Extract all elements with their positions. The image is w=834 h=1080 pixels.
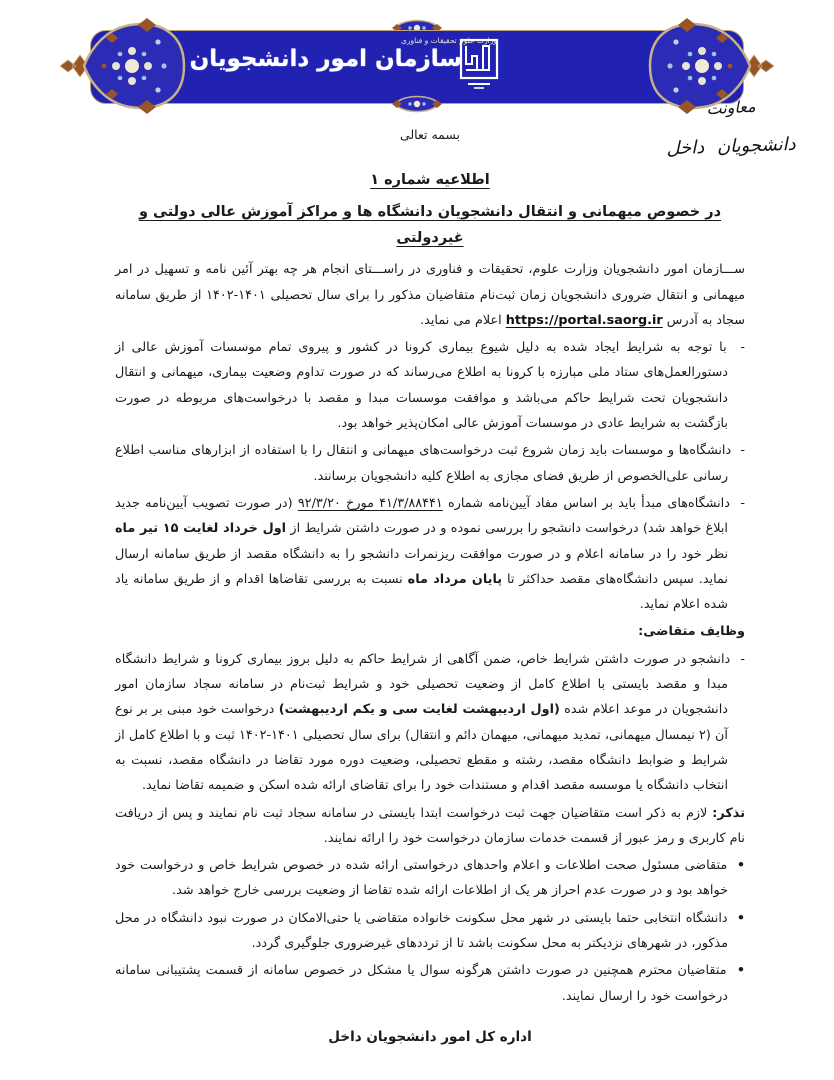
bullet-list (115, 853, 745, 1009)
dash-item-corona: - با توجه به شرایط ایجاد شده به دلیل شیوع بیماری کرونا در کشور و پیروی تمام موسسات آموزش عالی از دستورالعمل‌های ستاد ملی مبارزه با کرونا به اطلاع می‌رساند که در صورت تداوم وضعیت بیماری، میهمانی و انتقال دانشجویان تحت شرایط حاکم می‌باشد و موافقت موسسات مبدا و مقصد با درخواست‌های مربوطه در صورت بازگشت به شرایط عادی در موسسات آموزش عالی امکان‌پذیر خواهد بود. (115, 340, 746, 432)
handwritten-note-domestic-students: دانشجویان داخل (666, 133, 796, 160)
org-name-calligraphy: سازمان امور دانشجویان (189, 46, 462, 72)
letter-body (115, 122, 745, 1050)
regulation-ref: ۴۱/۳/۸۸۴۴۱ مورخ ۹۲/۳/۲۰ (297, 495, 443, 511)
deadline-khordad-tir: اول خرداد لغایت ۱۵ تیر ماه (115, 521, 287, 537)
note-label: تذکر: (712, 805, 745, 821)
banner-ornament-left-icon (60, 18, 186, 114)
bullet-item-accuracy: • متقاضی مسئول صحت اطلاعات و اعلام واحدهای درخواستی ارائه شده در خصوص شرایط خاص و درخواست خود خواهد بود و در صورت عدم احراز هر یک از اطلاعات ارائه شده تقاضا از وضعیت بررسی خارج خواهد شد. (115, 858, 745, 899)
dash-item-announce: - دانشگاه‌ها و موسسات باید زمان شروع ثبت درخواست‌های میهمانی و انتقال را با استفاده از ابزارهای مناسب اطلاع رسانی علی‌الخصوص از طریق فضای مجازی به اطلاع کلیه دانشجویان برسانند. (115, 443, 745, 484)
notice-number-heading: اطلاعیه شماره ۱ (370, 172, 490, 189)
duties-heading: وظایف متقاضی: (638, 624, 745, 640)
ministry-label: وزارت علوم تحقیقات و فناوری (400, 36, 498, 45)
bullet-item-support: • متقاضیان محترم همچنین در صورت داشتن هرگونه سوال یا مشکل در خصوص سامانه از قسمت پشتیبانی سامانه درخواست خود را ارسال نمایند. (115, 963, 745, 1004)
bismillah: بسمه تعالی (399, 127, 461, 142)
banner-bottom-medallion-icon (391, 90, 443, 118)
org-banner (62, 6, 772, 118)
note-paragraph: تذکر: لازم به ذکر است متقاضیان جهت ثبت درخواست ابتدا بایستی در سامانه سجاد ثبت نام نمایند و پس از دریافت نام کاربری و رمز عبور از قسمت خدمات سازمان درخواست خود را ارائه نمایند. (115, 805, 745, 846)
dash-item-regulation: - دانشگاه‌های مبدأ باید بر اساس مفاد آیین‌نامه شماره ۴۱/۳/۸۸۴۴۱ مورخ ۹۲/۳/۲۰ (در صورت تصویب آیین‌نامه جدید ابلاغ خواهد شد) درخواست دانشجو را بررسی نموده و در صورت داشتن شرایط از اول خرداد لغایت ۱۵ تیر ماه نظر خود را در سامانه اعلام و در صورت موافقت ریزنمرات دانشجو را به دانشگاه مقصد از طریق سامانه ارسال نماید. سپس دانشگاه‌های مقصد حداکثر تا پایان مرداد ماه نسبت به بررسی تقاضاها اقدام و از طریق سامانه یاد شده اعلام نماید. (115, 495, 745, 613)
intro-paragraph: ســـازمان امور دانشجویان وزارت علوم، تحقیقات و فناوری در راســـتای انجام هر چه بهتر آئین نامه و تسهیل در امر میهمانی و انتقال ضروری دانشجویان زمان ثبت‌نام متقاضیان مذکور را برای سال تحصیلی ۱۴۰۱-۱۴۰۲ از طریق سامانه سجاد به آدرس https://portal.saorg.ir اعلام می نماید. (115, 262, 745, 328)
subject-heading: در خصوص میهمانی و انتقال دانشجویان دانشگاه ها و مراکز آموزش عالی دولتی و غیردولتی (138, 204, 722, 247)
org-logo-icon (458, 38, 500, 90)
dash-item-applicant: - دانشجو در صورت داشتن شرایط خاص، ضمن آگاهی از شرایط حاکم به دلیل بروز بیماری کرونا و شرایط دانشگاه مبدا و مقصد بایستی با اطلاع کامل از وضعیت تحصیلی خود و شرایط ثبت‌نام در سامانه سجاد سازمان امور دانشجویان در موعد اعلام شده (اول اردیبهشت لغایت سی و یکم اردیبهشت) درخواست خود مبنی بر بر نوع آن (۲ نیمسال میهمانی، تمدید میهمانی، میهمان دائم و انتقال) برای سال تحصیلی ۱۴۰۱-۱۴۰۲ ثبت و با اطلاع کامل از شرایط و ضوابط دانشگاه مقصد، رشته و مقطع تحصیلی، وضعیت دوره مورد تقاضا در دانشگاه مقصد، نسبت به انتخاب دانشگاه یا موسسه مقصد اقدام و مستندات خود را برای تقاضای ارائه شده اسکن و ضمیمه تقاضا نماید. (115, 651, 745, 794)
portal-link[interactable]: https://portal.saorg.ir (505, 312, 663, 328)
deadline-ordibehesht: (اول اردیبهشت لغایت سی و یکم اردیبهشت) (278, 702, 560, 718)
deadline-mordad: پایان مرداد ماه (407, 571, 503, 587)
bullet-item-university-location: • دانشگاه انتخابی حتما بایستی در شهر محل سکونت خانواده متقاضی یا حتی‌الامکان در صورت نبود دانشگاه در محل مذکور، در شهرهای نزدیکتر به محل سکونت باشد تا از ترددهای غیرضروری جلوگیری گردد. (115, 910, 745, 952)
signature-line: اداره کل امور دانشجویان داخل (328, 1028, 532, 1045)
handwritten-note-deputy: معاونت (706, 96, 756, 119)
